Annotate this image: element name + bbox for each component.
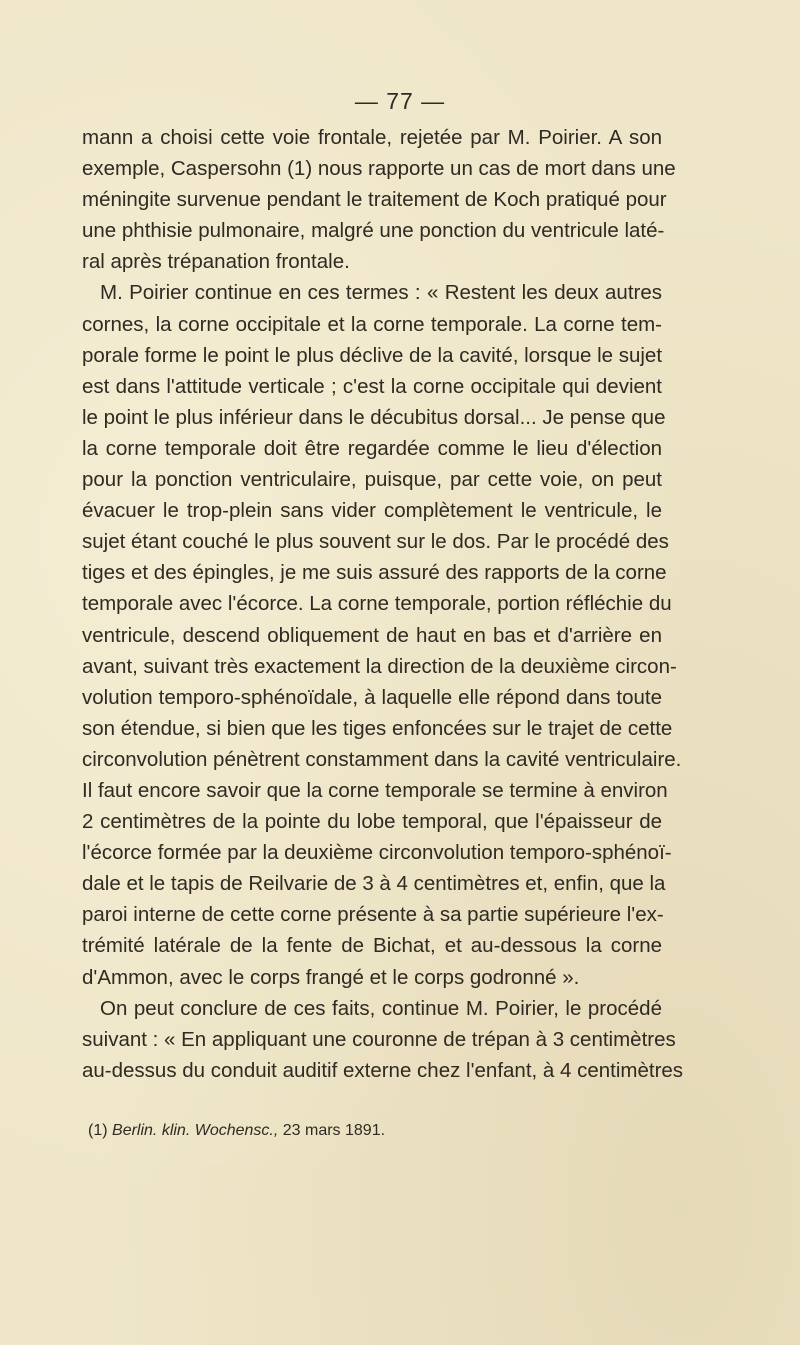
text-line: circonvolution pénètrent constamment dans la cavité ventriculaire. [82,747,682,771]
footnote [88,1122,385,1140]
text-line: temporale avec l'écorce. La corne temporale, portion réfléchie du [82,592,672,616]
text-line: le point le plus inférieur dans le décubitus dorsal... Je pense que [82,405,666,429]
text-line: volution temporo-sphénoïdale, à laquelle elle répond dans toute [82,685,662,709]
text-line: dale et le tapis de Reilvarie de 3 à 4 centimètres et, enfin, que la [82,872,666,896]
text-line: avant, suivant très exactement la direction de la deuxième circon- [82,654,677,678]
text-line: cornes, la corne occipitale et la corne temporale. La corne tem- [82,312,662,336]
footnote-source: Berlin. klin. Wochensc., [112,1122,279,1139]
text-line: trémité latérale de la fente de Bichat, et au-dessous la corne [82,934,662,958]
text-line: porale forme le point le plus déclive de la cavité, lorsque le sujet [82,343,663,367]
text-line: exemple, Caspersohn (1) nous rapporte un cas de mort dans une [82,157,676,181]
text-line: d'Ammon, avec le corps frangé et le corps godronné ». [82,965,580,989]
body-text [82,122,684,1086]
footnote-marker: (1) [88,1122,108,1139]
footnote-date: 23 mars 1891. [282,1122,386,1139]
text-line: est dans l'attitude verticale ; c'est la corne occipitale qui devient [82,374,662,398]
text-line: évacuer le trop-plein sans vider complètement le ventricule, le [82,499,662,523]
text-line: méningite survenue pendant le traitement de Koch pratiqué pour [82,188,667,212]
text-line: sujet étant couché le plus souvent sur le dos. Par le procédé des [82,530,669,554]
text-line: l'écorce formée par la deuxième circonvolution temporo-sphénoï- [82,841,672,865]
text-line: M. Poirier continue en ces termes : « Restent les deux autres [100,281,662,305]
text-line: ral après trépanation frontale. [82,250,350,274]
text-line: au-dessus du conduit auditif externe chez l'enfant, à 4 centimètres [82,1058,684,1082]
text-line: la corne temporale doit être regardée comme le lieu d'élection [82,436,662,460]
text-line: son étendue, si bien que les tiges enfoncées sur le trajet de cette [82,716,673,740]
text-line: ventricule, descend obliquement de haut en bas et d'arrière en [82,623,662,647]
page-number: — 77 — [354,88,446,114]
text-line: une phthisie pulmonaire, malgré une ponction du ventricule laté- [82,219,665,243]
text-line: paroi interne de cette corne présente à sa partie supérieure l'ex- [82,903,664,927]
text-line: Il faut encore savoir que la corne temporale se termine à environ [82,778,668,802]
text-line: pour la ponction ventriculaire, puisque, par cette voie, on peut [82,468,662,492]
text-line: tiges et des épingles, je me suis assuré des rapports de la corne [82,561,667,585]
text-line: suivant : « En appliquant une couronne de trépan à 3 centimètres [82,1027,676,1051]
text-line: mann a choisi cette voie frontale, rejetée par M. Poirier. A son [82,126,662,149]
text-line: On peut conclure de ces faits, continue M. Poirier, le procédé [100,996,662,1020]
text-line: 2 centimètres de la pointe du lobe temporal, que l'épaisseur de [82,810,662,834]
